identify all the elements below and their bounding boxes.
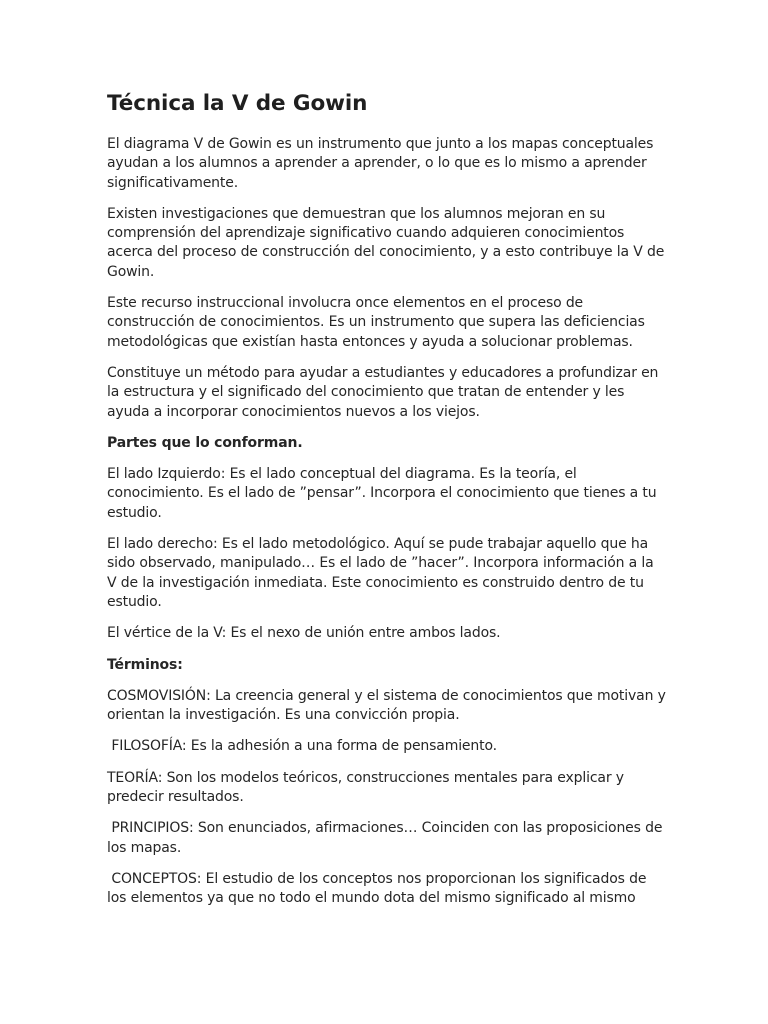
paragraph-vertice: El vértice de la V: Es el nexo de unión entre ambos lados.	[107, 625, 501, 642]
paragraph-resource: Este recurso instruccional involucra once elementos en el proceso de construcción de conocimientos. Es un instrumento que supera las deficiencias metodológicas que existían hasta entonces y ayuda a solucionar problemas.	[107, 295, 645, 350]
section-heading-partes: Partes que lo conforman.	[107, 434, 303, 451]
paragraph-teoria: TEORÍA: Son los modelos teóricos, construcciones mentales para explicar y predecir resultados.	[107, 769, 624, 806]
paragraph-principios: PRINCIPIOS: Son enunciados, afirmaciones… Coinciden con las proposiciones de los mapas.	[107, 820, 667, 856]
paragraph-intro: El diagrama V de Gowin es un instrumento que junto a los mapas conceptuales ayudan a los alumnos a aprender a aprender, o lo que es lo mismo a aprender significativamente.	[107, 136, 654, 191]
paragraph-filosofia: FILOSOFÍA: Es la adhesión a una forma de pensamiento.	[107, 738, 497, 755]
paragraph-cosmovision: COSMOVISIÓN: La creencia general y el sistema de conocimientos que motivan y orientan la investigación. Es una convicción propia.	[107, 687, 666, 724]
document-title: Técnica la V de Gowin	[107, 91, 368, 116]
paragraph-lado-izquierdo: El lado Izquierdo: Es el lado conceptual del diagrama. Es la teoría, el conocimiento. Es el lado de ”pensar”. Incorpora el conocimiento que tienes a tu estudio.	[107, 466, 657, 521]
paragraph-conceptos: CONCEPTOS: El estudio de los conceptos nos proporcionan los significados de los elementos ya que no todo el mundo dota del mismo significado al mismo	[107, 870, 651, 907]
paragraph-method: Constituye un método para ayudar a estudiantes y educadores a profundizar en la estructura y el significado del conocimiento que tratan de entender y les ayuda a incorporar conocimientos nuevos a los viejos.	[107, 364, 659, 420]
paragraph-research: Existen investigaciones que demuestran que los alumnos mejoran en su comprensión del aprendizaje significativo cuando adquieren conocimientos acerca del proceso de construcción del conocimiento, y a esto contribuye la V de Gowin.	[107, 205, 665, 280]
section-heading-terminos: Términos:	[107, 656, 183, 673]
document-body	[107, 89, 667, 921]
paragraph-lado-derecho: El lado derecho: Es el lado metodológico. Aquí se pude trabajar aquello que ha sido observado, manipulado… Es el lado de ”hacer”. Incorpora información a la V de la investigación inmediata. Este conocimiento es construido dentro de tu estudio.	[107, 536, 654, 610]
